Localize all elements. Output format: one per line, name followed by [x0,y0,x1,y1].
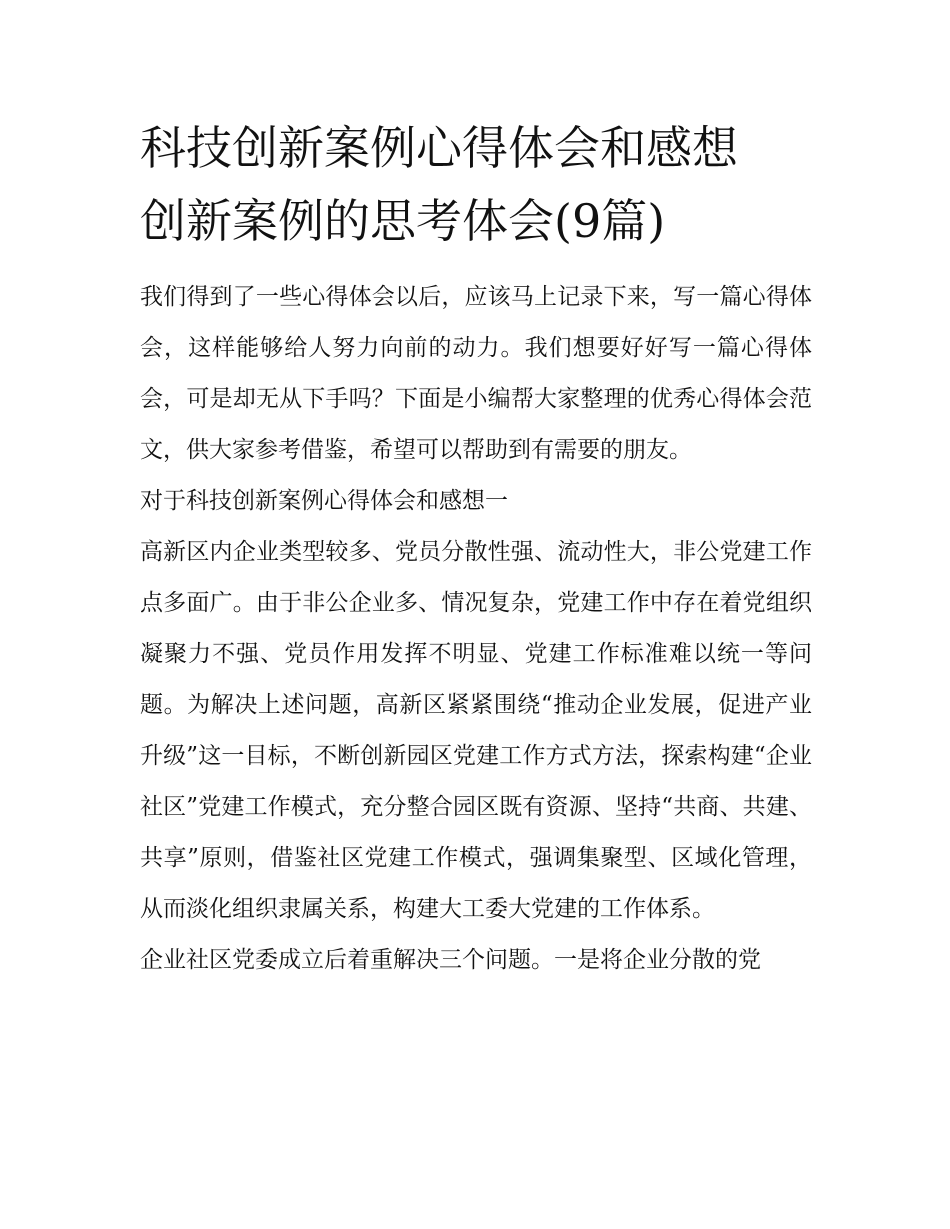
intro-paragraph: 我们得到了一些心得体会以后，应该马上记录下来，写一篇心得体会，这样能够给人努力向前的动力。我们想要好好写一篇心得体会，可是却无从下手吗？下面是小编帮大家整理的优秀心得体会范文，供大家参考借鉴，希望可以帮助到有需要的朋友。 [140,284,812,463]
section-heading: 对于科技创新案例心得体会和感想一 [140,488,508,514]
title-line-2: 创新案例的思考体会(9篇) [140,194,666,248]
body-paragraph: 企业社区党委成立后着重解决三个问题。一是将企业分散的党 [140,947,761,973]
title-line-1: 科技创新案例心得体会和感想 [140,121,738,175]
document-content [140,112,812,986]
body-paragraph: 高新区内企业类型较多、党员分散性强、流动性大，非公党建工作点多面广。由于非公企业多、情况复杂，党建工作中存在着党组织凝聚力不强、党员作用发挥不明显、党建工作标准难以统一等问题。为解决上述问题，高新区紧紧围绕“推动企业发展，促进产业升级”这一目标，不断创新园区党建工作方式方法，探索构建“企业社区”党建工作模式，充分整合园区既有资源、坚持“共商、共建、共享”原则，借鉴社区党建工作模式，强调集聚型、区域化管理，从而淡化组织隶属关系，构建大工委大党建的工作体系。 [140,539,812,922]
document-title [140,112,812,258]
